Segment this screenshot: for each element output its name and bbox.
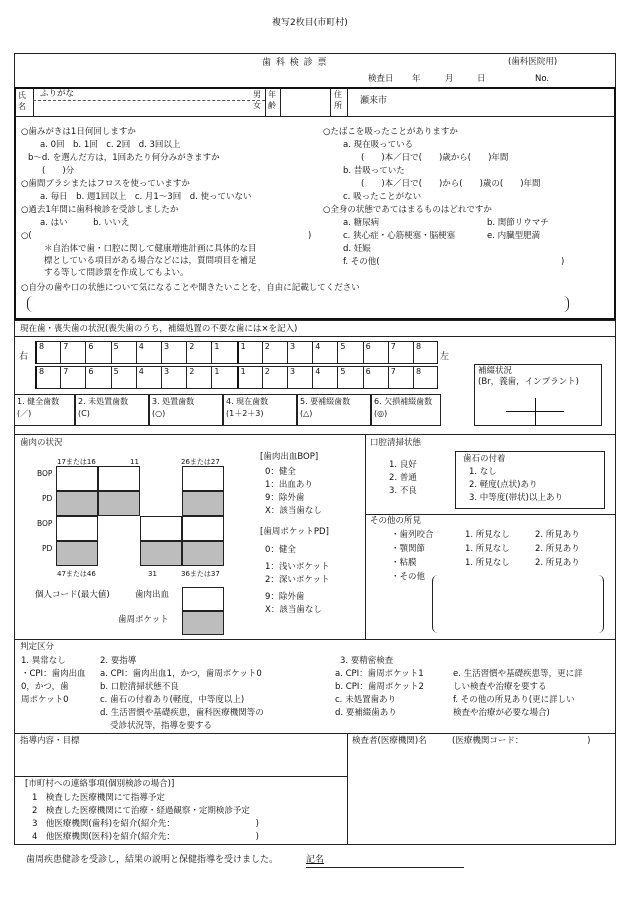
gum-top-label-2: 11 (130, 458, 139, 466)
pd-label-lower: PD (42, 544, 53, 553)
judge-c3-4: d. 要補綴歯あり (335, 708, 397, 718)
bop-label-upper: BOP (37, 469, 53, 478)
prosthesis-title: 補綴状況 (478, 366, 513, 376)
count-symbol: (C) (78, 409, 90, 418)
bop-item-1: 1：出血あり (265, 480, 313, 490)
bop-item-0: 0：健全 (265, 467, 296, 477)
judge-c3-1: a. CPI：歯周ポケット1 (335, 669, 424, 679)
cleaning-title: 口腔清掃状態 (370, 438, 422, 448)
count-label: 1. 健全歯数 (17, 397, 60, 406)
q-sys-b: b. 関節リウマチ (487, 218, 549, 228)
cleaning-good: 1. 良好 (389, 460, 417, 470)
tooth-number: 1 (240, 342, 246, 351)
other-occlusion-b: 2. 所見あり (535, 530, 580, 540)
q-smoking-c: c. 吸ったことがない (343, 192, 422, 202)
judge-c3-2: b. CPI：歯周ポケット2 (335, 682, 424, 692)
pd-item-0: 0：健全 (265, 545, 296, 555)
notice-item-1: 1 検査した医療機関にて指導予定 (32, 793, 165, 803)
pd-item-9: 9：除外歯 (265, 592, 305, 602)
bop-box-title: [歯肉出血BOP] (260, 452, 319, 462)
clinic-use-label: (歯科医院用) (508, 57, 558, 67)
tooth-number: 4 (315, 342, 321, 351)
month-label: 月 (445, 74, 454, 84)
count-label: 6. 欠損補綴歯数 (374, 397, 433, 406)
tooth-number: 2 (264, 342, 270, 351)
furigana-label: ふりがな (40, 89, 75, 99)
q-sys-e: e. 内臓型肥満 (487, 231, 541, 241)
notice-item-2: 2 検査した医療機関にて治療・経過観察・定期検診予定 (32, 806, 250, 816)
count-label: 3. 処置歯数 (152, 397, 195, 406)
q-brushing-minutes: b〜d. を選んだ方は，1回あたり何分みがきますか (28, 153, 220, 163)
judge-c4-1: しい検査や治療を要する (453, 682, 547, 692)
tooth-number: 2 (189, 367, 195, 376)
judge-c4-2: f. その他の所見あり(更に詳しい (453, 695, 575, 705)
cleaning-poor: 3. 不良 (389, 486, 417, 496)
tooth-number: 6 (365, 367, 371, 376)
tooth-number: 2 (264, 367, 270, 376)
q-brushing: ○歯みがきは1日何回しますか (21, 127, 136, 137)
q-smoking-a: a. 現在吸っている (343, 140, 414, 150)
count-label: 2. 未処置歯数 (78, 397, 129, 406)
other-tmj-b: 2. 所見あり (535, 544, 580, 554)
form-frame (14, 320, 616, 845)
gum-bottom-label-3: 36または37 (181, 570, 220, 578)
judge-c2-5: 受診状況等，指導を要する (110, 721, 213, 731)
gum-top-label-1: 17または16 (57, 458, 96, 466)
facility-code-label: (医療機関コード： ) (452, 736, 591, 746)
judge-c4-3: 検査や治療が必要な場合) (453, 708, 550, 718)
gum-bottom-label-2: 31 (148, 570, 157, 578)
judge-c1-2: 0，かつ，歯 (21, 682, 69, 692)
pd-item-x: X：該当歯なし (265, 605, 322, 615)
tooth-number: 7 (390, 342, 396, 351)
q-custom-close: ) (308, 231, 312, 241)
other-mucosa: ・粘膜 (391, 558, 417, 568)
q-note-3: する等して問診票を作成してもよい。 (44, 268, 189, 278)
gum-top-label-3: 26または27 (181, 458, 220, 466)
tooth-number: 5 (113, 342, 119, 351)
no-label: No. (535, 74, 550, 84)
judge-c2-2: b. 口腔清掃状態不良 (100, 682, 179, 692)
free-text-area[interactable] (27, 296, 569, 312)
tooth-number: 2 (189, 342, 195, 351)
count-symbol: (△) (300, 409, 313, 418)
judge-c2-1: a. CPI：歯肉出血1，かつ，歯周ポケット0 (100, 669, 262, 679)
judge-c3-3: c. 未処置歯あり (335, 695, 397, 705)
other-title: その他の所見 (370, 516, 422, 526)
day-label: 日 (477, 74, 486, 84)
tooth-number: 6 (88, 367, 94, 376)
bop-item-x: X：該当歯なし (265, 506, 322, 516)
guidance-title: 指導内容・目標 (20, 736, 80, 746)
tooth-number: 1 (214, 367, 220, 376)
q-sys-c: c. 狭心症・心筋梗塞・脳梗塞 (343, 231, 456, 241)
tartar-title: 歯石の付着 (463, 454, 506, 464)
q-smoking-b: b. 昔吸っていた (343, 166, 405, 176)
q-free-text: ○自分の歯や口の状態について気になることや聞きたいことを，自由に記載してください (21, 283, 360, 293)
individual-code-label: 個人コード(最大値) (35, 590, 110, 600)
prosthesis-sub: (Br，義歯，インプラント) (478, 377, 579, 387)
judge-c1-0: 1. 異常なし (21, 656, 66, 666)
tooth-number: 7 (63, 342, 69, 351)
page-title: 複写2枚目(市町村) (272, 18, 348, 28)
address-label: 住所 (334, 90, 342, 110)
other-occlusion: ・歯列咬合 (391, 530, 434, 540)
other-etc: ・その他 (391, 572, 426, 582)
q-checkup-options: a. はい b. いいえ (40, 218, 130, 228)
pd-label-upper: PD (42, 494, 53, 503)
q-floss: ○歯間ブラシまたはフロスを使っていますか (21, 179, 190, 189)
gum-title: 歯肉の状況 (20, 438, 63, 448)
other-tmj: ・顎関節 (391, 544, 426, 554)
tooth-number: 4 (315, 367, 321, 376)
teeth-title: 現在歯・喪失歯の状況(喪失歯のうち，補綴処置の不要な歯には×を記入) (20, 324, 298, 334)
count-symbol: (◎) (374, 409, 388, 418)
tooth-number: 8 (39, 367, 45, 376)
tooth-number: 5 (340, 342, 346, 351)
tooth-number: 8 (39, 342, 45, 351)
tooth-number: 3 (290, 342, 296, 351)
tooth-number: 5 (113, 367, 119, 376)
count-label: 5. 要補綴歯数 (300, 397, 351, 406)
tooth-number: 7 (63, 367, 69, 376)
q-sys-a: a. 糖尿病 (343, 218, 380, 228)
judge-c1-3: 周ポケット0 (21, 695, 69, 705)
judge-c2-3: c. 歯石の付着あり(軽度，中等度以上) (100, 695, 245, 705)
pd-item-2: 2：深いポケット (265, 575, 330, 585)
age-label: 年齢 (268, 90, 276, 110)
sex-label: 男女 (253, 90, 261, 110)
judge-c2-4: d. 生活習慣や基礎疾患，歯科医療機関等の (100, 708, 264, 718)
tooth-number: 5 (340, 367, 346, 376)
q-brushing-options: a. 0回 b. 1回 c. 2回 d. 3回以上 (40, 140, 181, 150)
judge-title: 判定区分 (20, 642, 55, 652)
signature-line[interactable] (306, 867, 464, 868)
footer-sign: 記名 (306, 855, 325, 865)
q-note-2: 標としている項目がある場合などには，質問項目を補足 (44, 256, 257, 266)
count-symbol: (／) (17, 409, 32, 418)
tartar-mild: 2. 軽度(点状)あり (469, 480, 538, 490)
notice-item-4: 4 他医療機関(医科)を紹介(紹介先： ) (32, 832, 259, 842)
pd-box-title: [歯周ポケットPD] (260, 527, 329, 537)
q-sys-f: f. その他( (343, 257, 380, 267)
name-label: 氏名 (18, 91, 26, 111)
q-custom-open: ○( (21, 231, 32, 241)
tooth-number: 3 (164, 367, 170, 376)
judge-c3-0: 3. 要精密検査 (340, 656, 394, 666)
periodontal-pocket-label: 歯周ポケット (118, 615, 169, 625)
left-label: 左 (440, 352, 450, 362)
tartar-none: 1. なし (469, 467, 497, 477)
q-smoking-b-detail: ( )本／日で( )から( )歳の( )年間 (361, 179, 541, 189)
tooth-number: 3 (290, 367, 296, 376)
form-title: 歯 科 検 診 票 (262, 58, 328, 68)
count-symbol: (1＋2＋3) (226, 409, 264, 418)
q-sys-f-close: ) (561, 257, 565, 267)
gum-bottom-label-1: 47または46 (57, 570, 96, 578)
year-label: 年 (412, 74, 421, 84)
tooth-number: 8 (416, 342, 422, 351)
q-sys-d: d. 妊娠 (343, 244, 371, 254)
q-systemic: ○全身の状態であてはまるものはどれですか (323, 205, 492, 215)
tooth-number: 7 (390, 367, 396, 376)
tooth-number: 4 (138, 342, 144, 351)
gum-bleeding-label: 歯肉出血 (135, 590, 170, 600)
other-tmj-a: 1. 所見なし (465, 544, 510, 554)
q-floss-options: a. 毎日 b. 週1回以上 c. 月1〜3回 d. 使っていない (40, 192, 252, 202)
count-symbol: (○) (152, 409, 166, 418)
count-label: 4. 現在歯数 (226, 397, 269, 406)
q-minutes-input: ( )分 (42, 166, 75, 176)
judge-c2-0: 2. 要指導 (100, 656, 137, 666)
notice-item-3: 3 他医療機関(歯科)を紹介(紹介先： ) (32, 819, 259, 829)
cleaning-normal: 2. 普通 (389, 473, 417, 483)
judge-c4-0: e. 生活習慣や基礎疾患等，更に詳 (453, 669, 583, 679)
examiner-label: 検査者(医療機関)名 (352, 736, 427, 746)
name-input[interactable] (40, 103, 250, 114)
footer-text: 歯周疾患健診を受診し，結果の説明と保健指導を受けました。 (26, 855, 279, 865)
q-smoking-a-detail: ( )本／日で( )歳から( )年間 (361, 153, 509, 163)
right-label: 右 (19, 352, 29, 362)
q-checkup: ○過去1年間に歯科検診を受診しましたか (21, 205, 179, 215)
city-value: 瀬来市 (360, 96, 388, 106)
tooth-number: 6 (88, 342, 94, 351)
tartar-moderate: 3. 中等度(帯状)以上あり (469, 493, 563, 503)
tooth-number: 4 (138, 367, 144, 376)
q-smoking: ○たばこを吸ったことがありますか (323, 127, 458, 137)
other-mucosa-b: 2. 所見あり (535, 558, 580, 568)
bop-item-9: 9：除外歯 (265, 493, 305, 503)
other-mucosa-a: 1. 所見なし (465, 558, 510, 568)
notice-title: [市町村への連絡事項(個別検診の場合)] (25, 779, 175, 789)
q-note-1: ＊自治体で歯・口腔に関して健康増進計画に具体的な目 (44, 244, 257, 254)
bop-label-lower: BOP (37, 519, 53, 528)
tooth-number: 6 (365, 342, 371, 351)
tooth-number: 1 (240, 367, 246, 376)
judge-c1-1: ・CPI：歯肉出血 (21, 669, 86, 679)
other-occlusion-a: 1. 所見なし (465, 530, 510, 540)
tooth-number: 3 (164, 342, 170, 351)
tooth-number: 1 (214, 342, 220, 351)
tooth-number: 8 (416, 367, 422, 376)
exam-date-label: 検査日 (368, 74, 394, 84)
pd-item-1: 1：浅いポケット (265, 562, 330, 572)
